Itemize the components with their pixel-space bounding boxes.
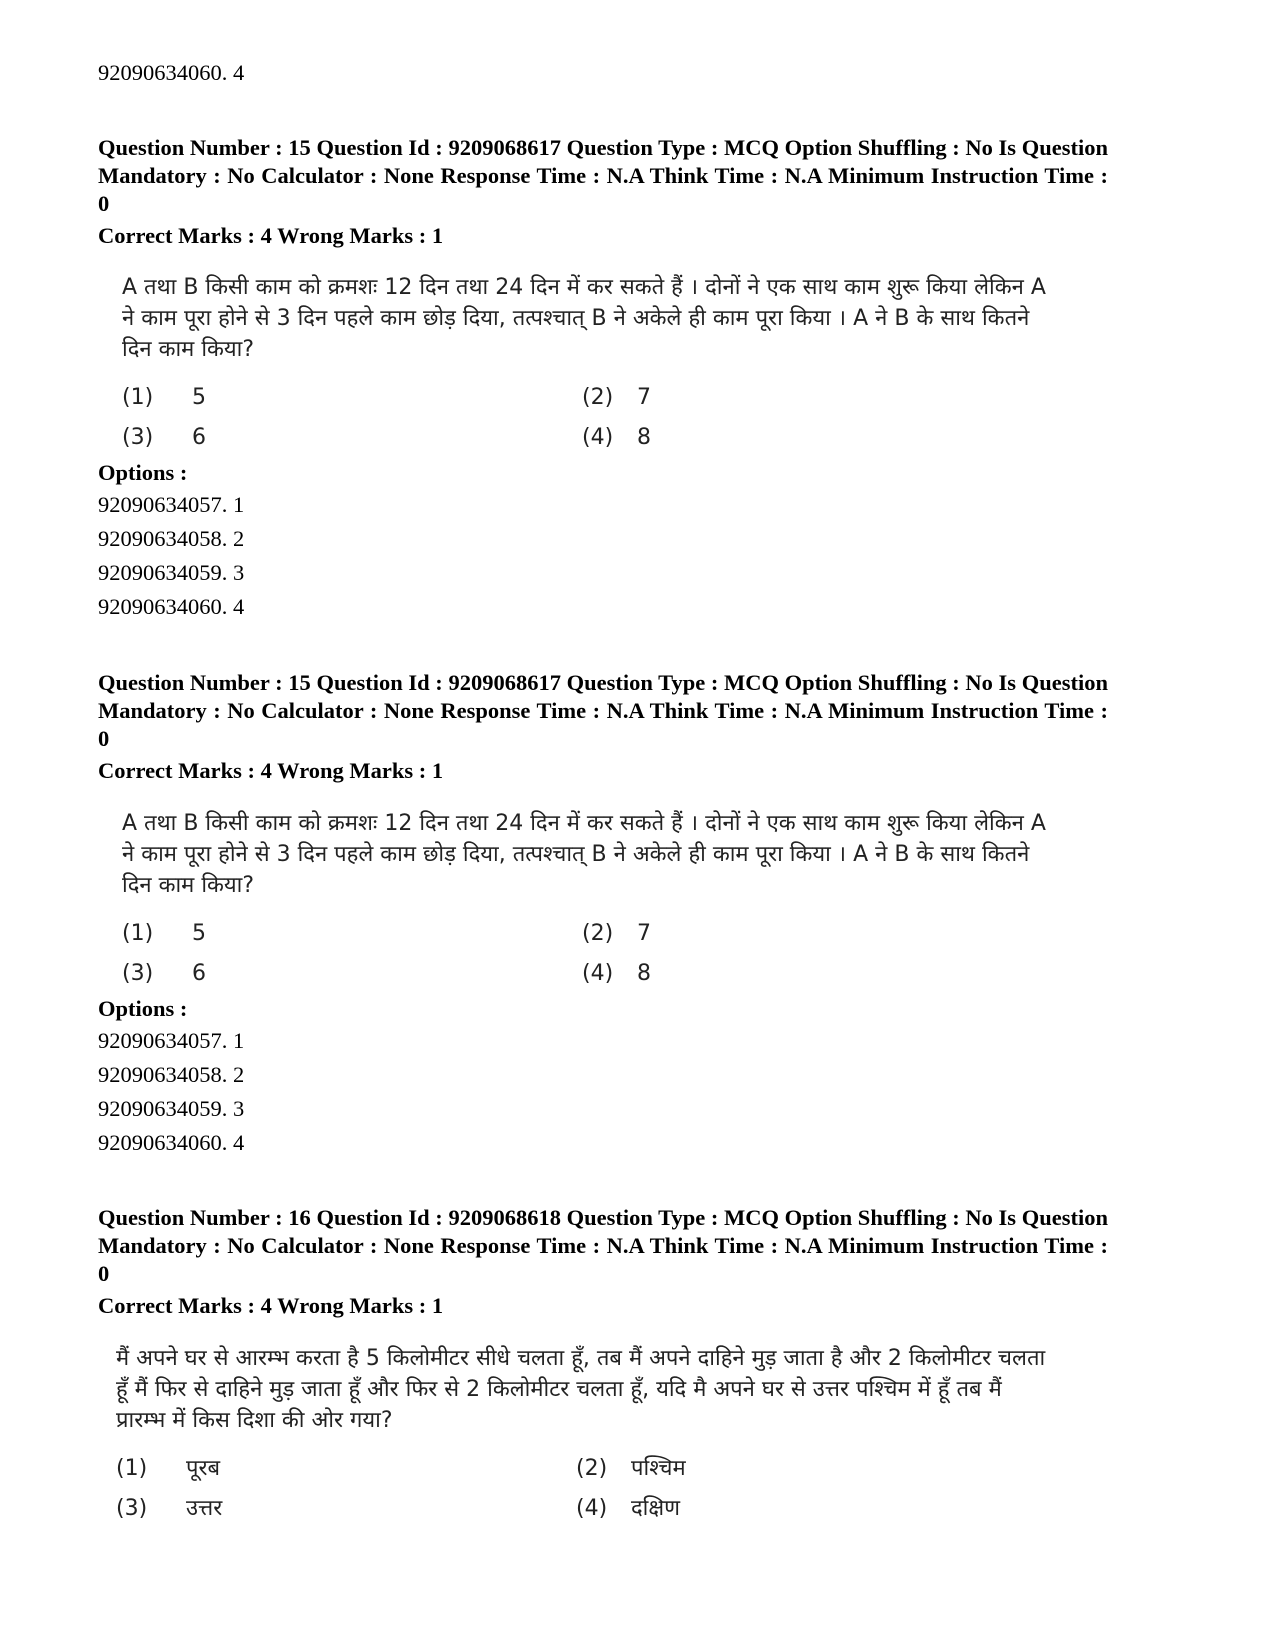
choice-value: 8 — [637, 425, 651, 450]
question-body — [122, 808, 1062, 1001]
choice-number: (1) — [116, 1456, 148, 1481]
choice-value: 5 — [192, 385, 206, 410]
choice-item — [576, 1452, 686, 1482]
choice-value: 8 — [637, 961, 651, 986]
choice-row — [116, 1452, 1056, 1492]
options-label: Options : — [98, 460, 188, 485]
choice-row — [122, 385, 1062, 425]
choice-value: 7 — [637, 921, 651, 946]
choice-item — [582, 385, 651, 410]
options-list — [98, 1024, 244, 1160]
choice-number: (2) — [582, 921, 614, 946]
option-line: 92090634057. 1 — [98, 492, 245, 517]
option-line: 92090634058. 2 — [98, 526, 245, 551]
question-body — [122, 272, 1062, 465]
choice-value: 7 — [637, 385, 651, 410]
option-line: 92090634059. 3 — [98, 560, 245, 585]
choice-value: पूरब — [186, 1456, 221, 1481]
choice-number: (3) — [122, 961, 154, 986]
choice-row — [122, 961, 1062, 1001]
question-header — [98, 134, 1108, 250]
choice-item — [122, 385, 206, 410]
choice-number: (1) — [122, 385, 154, 410]
question-text: मैं अपने घर से आरम्भ करता है 5 किलोमीटर सीधे चलता हूँ, तब मैं अपने दाहिने मुड़ जाता है और 2 किलोमीटर चलता हूँ मैं फिर से दाहिने मुड़ जाता हूँ और फिर से 2 किलोमीटर चलता हूँ, यदि मै अपने घर से उत्तर पश्चिम में हूँ तब मैं प्रारम्भ में किस दिशा की ओर गया? — [116, 1346, 1046, 1433]
marks-line: Correct Marks : 4 Wrong Marks : 1 — [98, 758, 444, 783]
choice-item — [582, 425, 651, 450]
question-meta: Question Number : 15 Question Id : 9209068617 Question Type : MCQ Option Shuffling : No Is Question Mandatory : No Calculator : None Response Time : N.A Think Time : N.A Minimum Instruction Time : 0 — [98, 670, 1108, 751]
question-body — [116, 1343, 1056, 1532]
choice-number: (1) — [122, 921, 154, 946]
option-line: 92090634060. 4 — [98, 60, 245, 85]
options-list — [98, 488, 244, 624]
choice-value: 6 — [192, 425, 206, 450]
choice-value: पश्चिम — [631, 1456, 686, 1481]
choice-row — [116, 1492, 1056, 1532]
option-line: 92090634058. 2 — [98, 1062, 245, 1087]
choice-number: (4) — [582, 425, 614, 450]
choice-item — [576, 1492, 680, 1522]
choice-item — [582, 961, 651, 986]
options-label: Options : — [98, 996, 188, 1021]
question-header — [98, 669, 1108, 785]
choice-value: 6 — [192, 961, 206, 986]
option-line: 92090634060. 4 — [98, 594, 245, 619]
marks-line: Correct Marks : 4 Wrong Marks : 1 — [98, 1293, 444, 1318]
choice-number: (4) — [576, 1496, 608, 1521]
question-meta: Question Number : 15 Question Id : 9209068617 Question Type : MCQ Option Shuffling : No Is Question Mandatory : No Calculator : None Response Time : N.A Think Time : N.A Minimum Instruction Time : 0 — [98, 135, 1108, 216]
marks-line: Correct Marks : 4 Wrong Marks : 1 — [98, 223, 444, 248]
choice-row — [122, 921, 1062, 961]
choice-item — [116, 1452, 220, 1482]
question-meta: Question Number : 16 Question Id : 9209068618 Question Type : MCQ Option Shuffling : No Is Question Mandatory : No Calculator : None Response Time : N.A Think Time : N.A Minimum Instruction Time : 0 — [98, 1205, 1108, 1286]
choice-item — [116, 1492, 222, 1522]
option-line: 92090634057. 1 — [98, 1028, 245, 1053]
question-text: A तथा B किसी काम को क्रमशः 12 दिन तथा 24 दिन में कर सकते हैं । दोनों ने एक साथ काम शुरू किया लेकिन A ने काम पूरा होने से 3 दिन पहले काम छोड़ दिया, तत्पश्चात् B ने अकेले ही काम पूरा किया । A ने B के साथ कितने दिन काम किया? — [122, 275, 1046, 362]
question-text: A तथा B किसी काम को क्रमशः 12 दिन तथा 24 दिन में कर सकते हैं । दोनों ने एक साथ काम शुरू किया लेकिन A ने काम पूरा होने से 3 दिन पहले काम छोड़ दिया, तत्पश्चात् B ने अकेले ही काम पूरा किया । A ने B के साथ कितने दिन काम किया? — [122, 811, 1046, 898]
choice-number: (2) — [576, 1456, 608, 1481]
choice-number: (4) — [582, 961, 614, 986]
choice-row — [122, 425, 1062, 465]
choice-value: 5 — [192, 921, 206, 946]
option-line: 92090634060. 4 — [98, 1130, 245, 1155]
choice-item — [122, 425, 206, 450]
choice-number: (3) — [116, 1496, 148, 1521]
question-header — [98, 1204, 1108, 1320]
choice-number: (2) — [582, 385, 614, 410]
choice-value: दक्षिण — [631, 1496, 681, 1521]
choice-item — [122, 921, 206, 946]
choice-value: उत्तर — [186, 1496, 223, 1521]
choice-item — [122, 961, 206, 986]
choice-item — [582, 921, 651, 946]
option-line: 92090634059. 3 — [98, 1096, 245, 1121]
choice-number: (3) — [122, 425, 154, 450]
